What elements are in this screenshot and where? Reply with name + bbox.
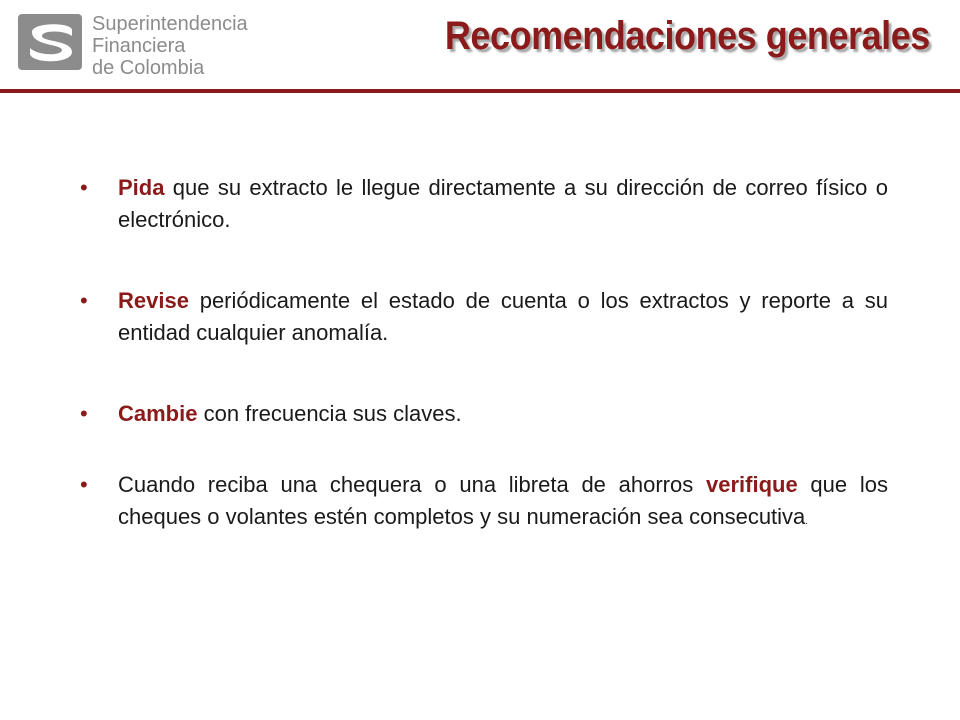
slide-title: Recomendaciones generales xyxy=(445,14,930,58)
logo-line-2: Financiera xyxy=(92,35,186,57)
bullet-item xyxy=(80,398,888,435)
logo xyxy=(18,10,258,84)
bullet-item xyxy=(80,172,888,241)
bullet-list xyxy=(80,172,888,582)
bullet-marker: • xyxy=(80,401,88,426)
bullet-highlight: Pida xyxy=(118,175,165,200)
logo-text xyxy=(92,13,248,79)
bullet-lead: Cuando reciba una chequera o una libreta de ahorros xyxy=(118,472,706,497)
bullet-marker: • xyxy=(80,175,88,200)
bullet-highlight: verifique xyxy=(705,472,798,497)
header-divider xyxy=(0,89,960,93)
bullet-tail: . xyxy=(805,516,809,527)
bullet-highlight: Cambie xyxy=(118,401,198,426)
logo-line-3: de Colombia xyxy=(92,57,205,79)
bullet-item xyxy=(80,469,888,538)
bullet-text: periódicamente el estado de cuenta o los extractos y reporte a su entidad cualquier anomalía. xyxy=(118,288,888,345)
logo-line-1: Superintendencia xyxy=(92,13,248,35)
logo-mark-icon xyxy=(18,10,84,74)
bullet-marker: • xyxy=(80,472,88,497)
bullet-highlight: Revise xyxy=(118,288,189,313)
bullet-item xyxy=(80,285,888,354)
bullet-text: que los cheques o volantes estén completos y su numeración sea consecutiva xyxy=(118,472,888,529)
bullet-text: que su extracto le llegue directamente a su dirección de correo físico o electrónico. xyxy=(118,175,888,232)
bullet-text: con frecuencia sus claves. xyxy=(197,401,462,426)
bullet-marker: • xyxy=(80,288,88,313)
